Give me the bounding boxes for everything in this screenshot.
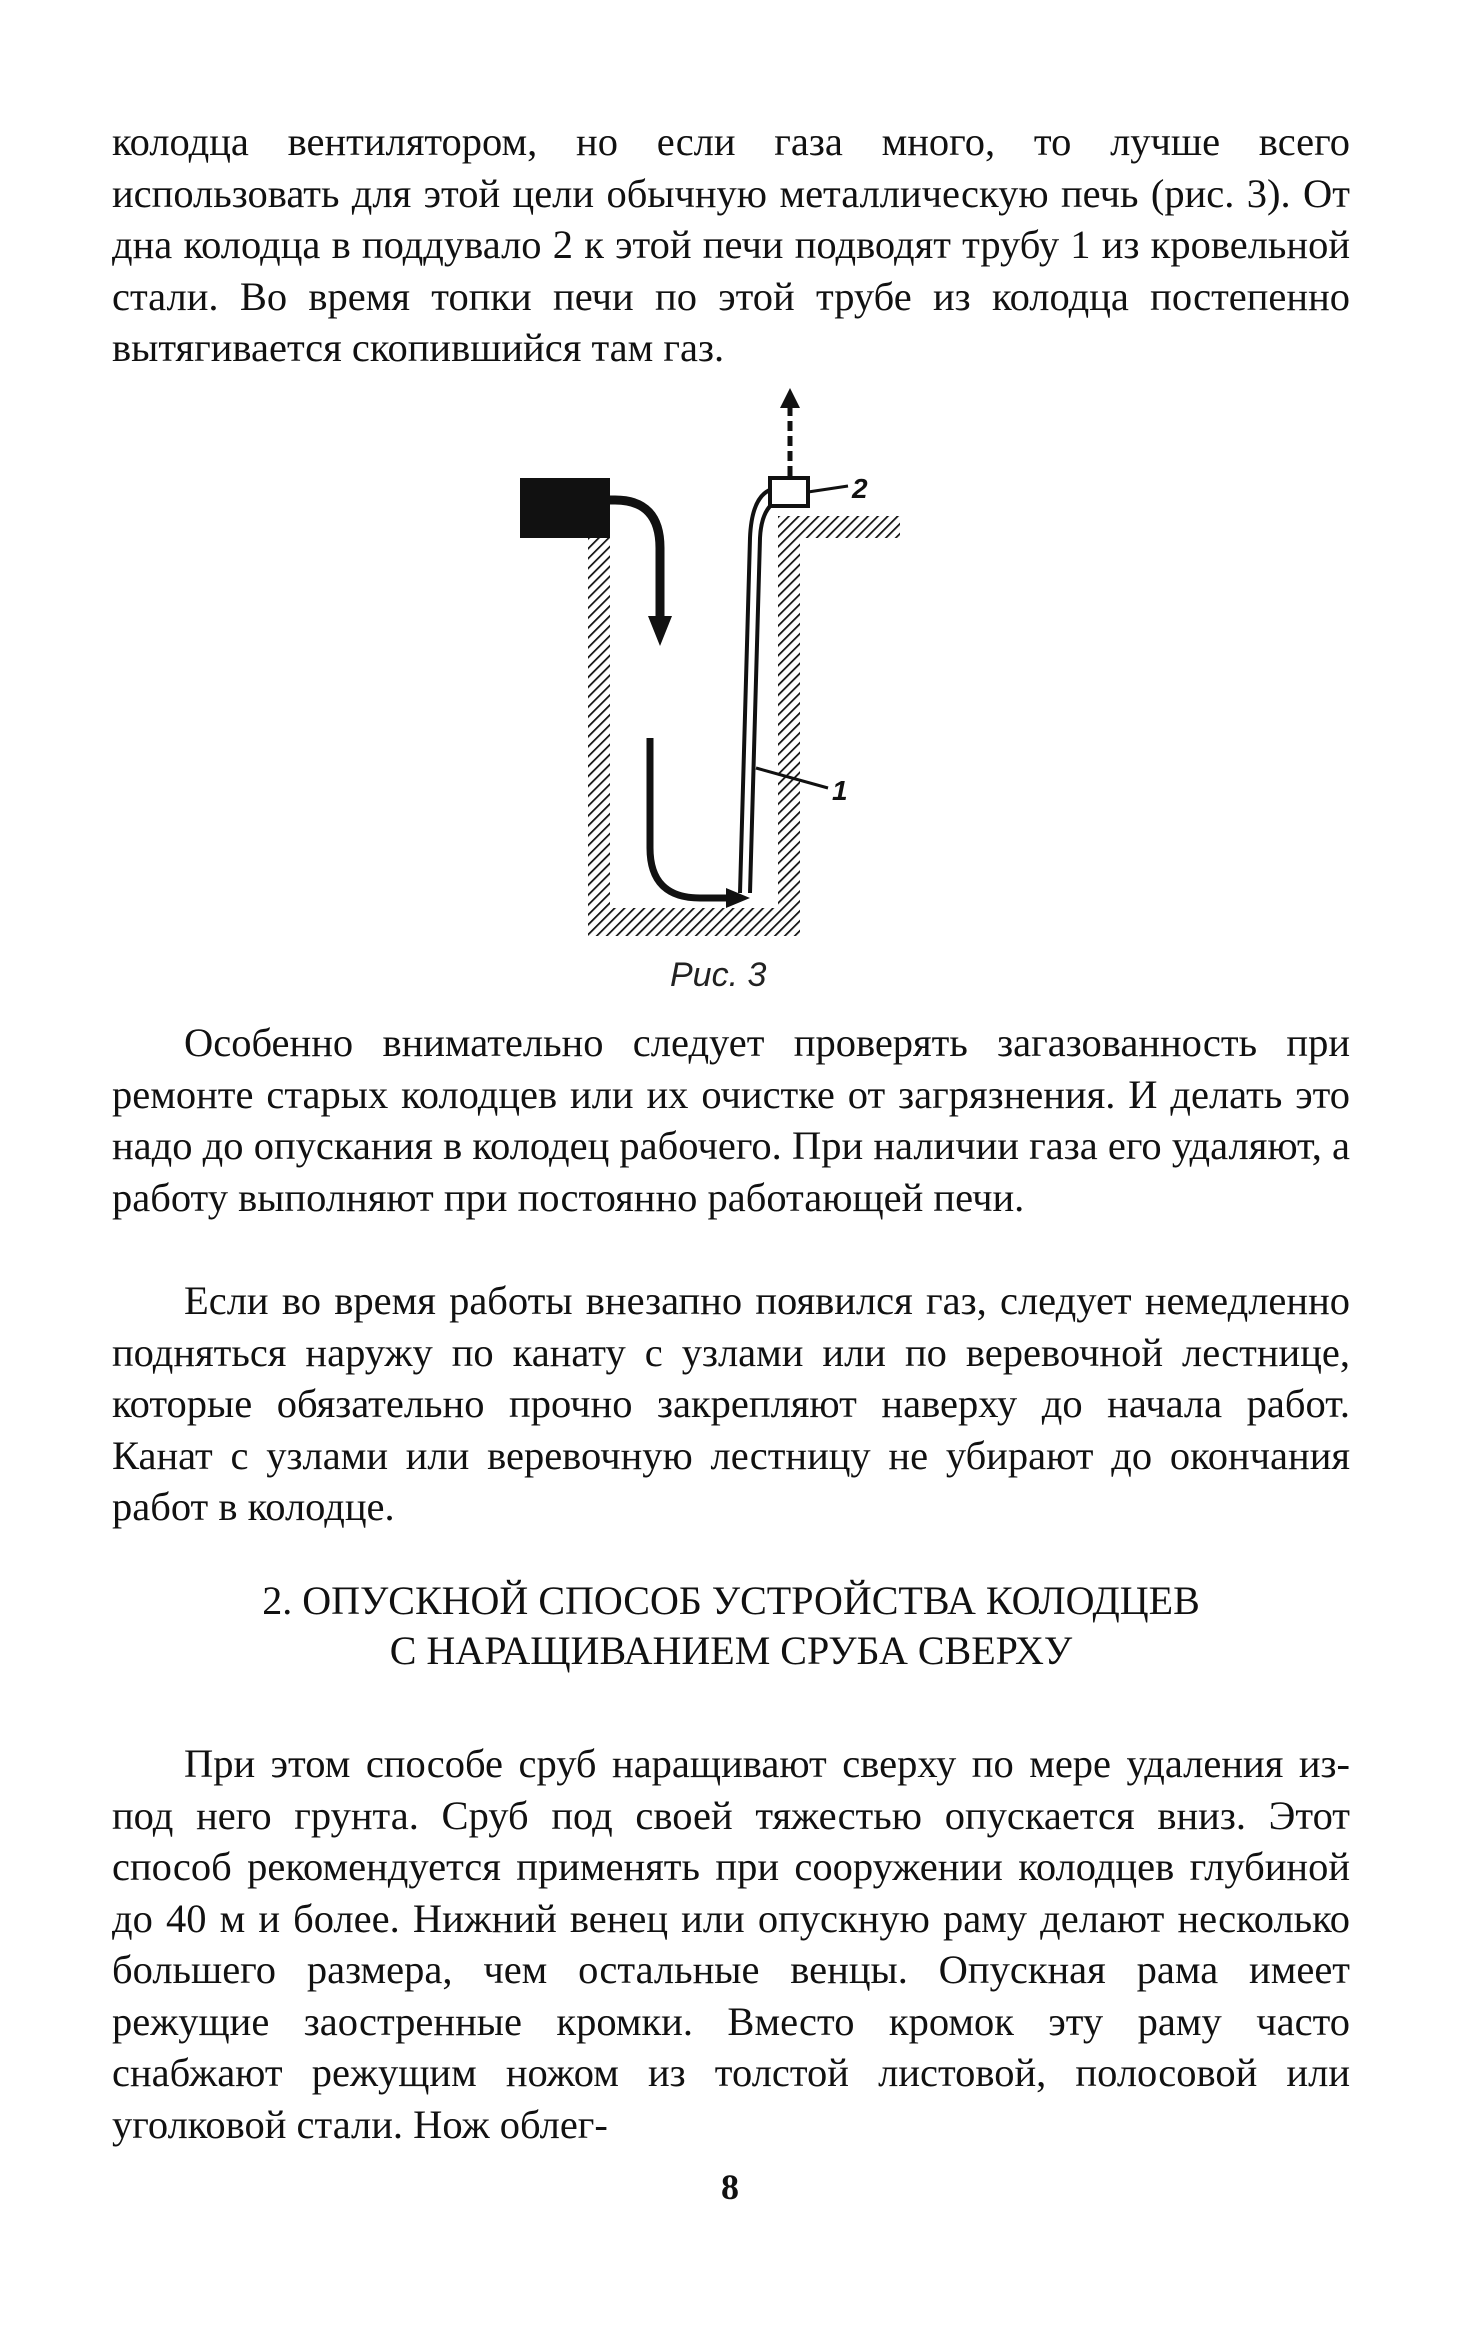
section-heading-line-2: С НАРАЩИВАНИЕМ СРУБА СВЕРХУ	[389, 1628, 1073, 1673]
well-diagram	[500, 388, 960, 1008]
ground-right	[778, 516, 900, 538]
paragraph-emergency: Если во время работы внезапно появился газ, следует немедленно подняться наружу по канату с узлами или по веревочной лестнице, которые обязательно прочно закрепляют наверху до начала работ. Канат с узлами или веревочную лестницу не убирают до окончания работ в колодце.	[112, 1278, 1350, 1529]
paragraph-method: При этом способе сруб наращивают сверху по мере удаления из-под него грунта. Сруб под своей тяжестью опускается вниз. Этот способ рекомендуется применять при сооружении колодцев глубиной до 40 м и более. Нижний венец или опускную раму делают несколько большего размера, чем остальные венцы. Опускная рама имеет режущие заостренные кромки. Вместо кромок эту раму часто снабжают режущим ножом из толстой листовой, полосовой или уголковой стали. Нож облег-	[112, 1741, 1350, 2147]
label-1: 1	[832, 775, 848, 806]
section-heading-line-1: 2. ОПУСКНОЙ СПОСОБ УСТРОЙСТВА КОЛОДЦЕВ	[262, 1578, 1200, 1623]
ground-slab-left	[520, 478, 610, 538]
label-2: 2	[852, 473, 868, 504]
figure-caption: Рис. 3	[670, 956, 767, 994]
airflow-arrowhead-down	[648, 616, 672, 646]
section-heading	[112, 1576, 1350, 1676]
well-wall-left	[588, 538, 610, 908]
airflow-arrowhead-right	[726, 888, 750, 908]
paragraph-gas-check: Особенно внимательно следует проверять загазованность при ремонте старых колодцев или их очистке от загрязнения. И делать это надо до опускания в колодец рабочего. При наличии газа его удаляют, а работу выполняют при постоянно работающей печи.	[112, 1020, 1350, 1220]
well-wall-right	[778, 538, 800, 936]
page-number: 8	[721, 2167, 739, 2207]
exhaust-arrowhead	[780, 388, 800, 408]
paragraph-intro: колодца вентилятором, но если газа много, то лучше всего использовать для этой цели обычную металлическую печь (рис. 3). От дна колодца в поддувало 2 к этой печи подводят трубу 1 из кровельной стали. Во время топки печи по этой трубе из колодца постепенно вытягивается скопившийся там газ.	[112, 119, 1350, 370]
blower-box	[770, 478, 808, 506]
leader-2	[808, 486, 848, 492]
figure-well-ventilation	[500, 388, 960, 1008]
airflow-bottom	[650, 738, 730, 898]
well-bottom	[588, 908, 800, 936]
